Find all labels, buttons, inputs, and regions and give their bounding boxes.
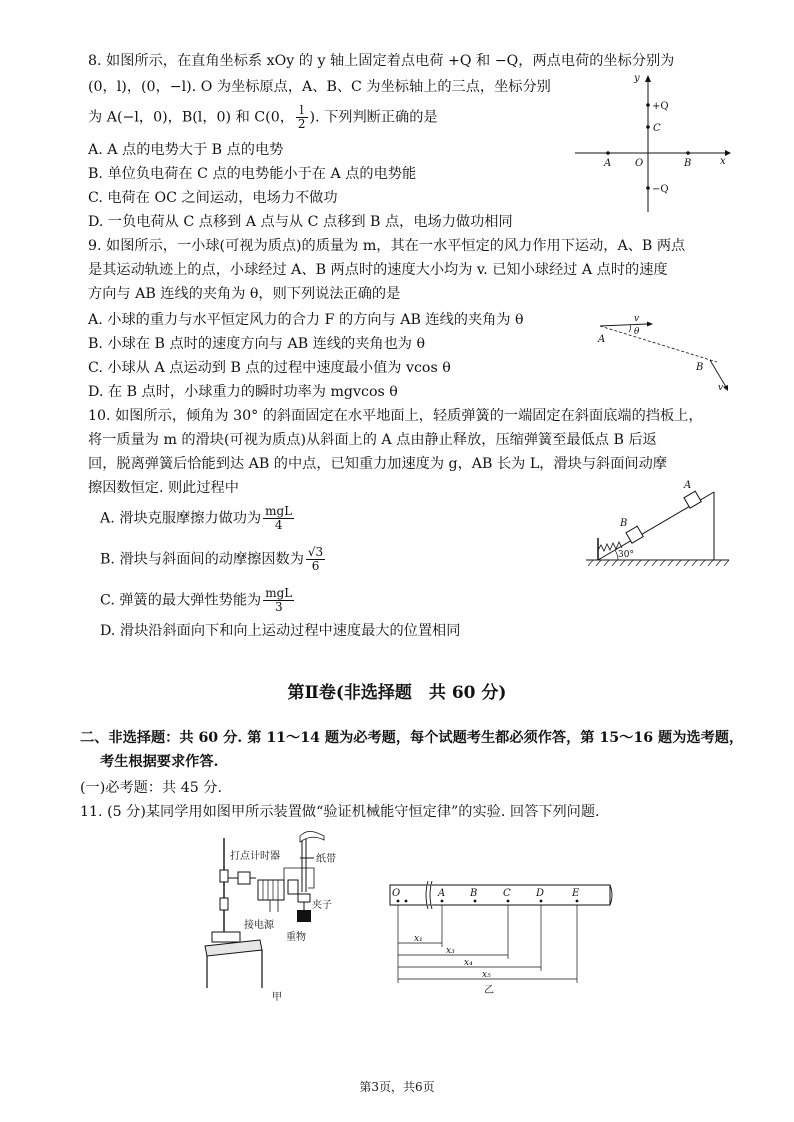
fraction-l-over-2: $\frac{l}{2}$ — [297, 103, 306, 131]
q11-tape-figure — [384, 875, 624, 995]
label-c: C — [503, 888, 511, 899]
block-a — [684, 491, 701, 508]
clamp-box — [238, 872, 250, 884]
label-weight: 重物 — [286, 932, 306, 943]
timer-head — [288, 880, 298, 894]
q8-coordinate-figure — [570, 70, 740, 215]
theta-arc — [629, 325, 631, 333]
label-a: A — [604, 158, 612, 169]
q10-option-b: B. 滑块与斜面间的动摩擦因数为 $\frac{√3}{6}$ — [100, 545, 324, 573]
section-title: 第Ⅱ卷(非选择题 共 60 分) — [287, 683, 507, 703]
q9-line1: 9. 如图所示，一小球(可视为质点)的质量为 m，其在一水平恒定的风力作用下运动，A、B 两点 — [88, 238, 686, 254]
ab-dashed-line — [600, 326, 717, 362]
q10-line2: 将一质量为 m 的滑块(可视为质点)从斜面上的 A 点由静止释放，压缩弹簧至最低点 B 后返 — [88, 432, 657, 448]
point-plus-q — [646, 103, 650, 107]
label-timer: 打点计时器 — [230, 851, 280, 862]
q9-line3: 方向与 AB 连线的夹角为 θ，则下列说法正确的是 — [88, 286, 401, 302]
label-v-a: v — [634, 314, 640, 324]
x-arrow-icon — [725, 150, 731, 156]
point-minus-q — [646, 186, 650, 190]
label-a: A — [438, 888, 446, 899]
fraction-mgl-over-4: $\frac{\text{mgL}}{4}$ — [265, 504, 293, 532]
label-b: B — [684, 158, 692, 169]
q8-option-b: B. 单位负电荷在 C 点的电势能小于在 A 点的电势能 — [88, 166, 417, 182]
clamp-lower — [220, 898, 228, 910]
label-plus-q: +Q — [652, 101, 669, 112]
q10-line3: 回，脱离弹簧后恰能到达 AB 的中点，已知重力加速度为 g，AB 长为 L，滑块与斜面间动摩 — [88, 456, 667, 472]
caption-jia: 甲 — [272, 992, 282, 1003]
part2-subheading: (一)必考题：共 45 分. — [80, 780, 222, 796]
point-a — [606, 151, 610, 155]
label-clip: 夹子 — [312, 900, 332, 911]
timer-body — [258, 880, 284, 900]
label-a: A — [598, 334, 606, 345]
label-e: E — [572, 888, 580, 899]
label-a: A — [684, 480, 692, 491]
page-footer: 第3页，共6页 — [359, 1080, 435, 1094]
ground-hatching — [588, 560, 729, 566]
q9-option-b: B. 小球在 B 点时的速度方向与 AB 连线的夹角也为 θ — [88, 336, 426, 352]
q10-line4: 擦因数恒定. 则此过程中 — [88, 480, 239, 496]
q8-line1: 8. 如图所示，在直角坐标系 xOy 的 y 轴上固定着点电荷 +Q 和 −Q，两点电荷的坐标分别为 — [88, 53, 675, 69]
y-arrow-icon — [645, 75, 651, 82]
q8-line3: 为 A(−l，0)，B(l，0) 和 C(0， $\frac{l}{2}$ ). 下列判断正确的是 — [88, 103, 438, 131]
label-c: C — [653, 123, 661, 134]
q9-option-c: C. 小球从 A 点运动到 B 点的过程中速度最小值为 vcos θ — [88, 360, 451, 376]
label-y: y — [634, 73, 640, 84]
label-v-b: v — [718, 383, 724, 393]
q10-line1: 10. 如图所示，倾角为 30° 的斜面固定在水平地面上，轻质弹簧的一端固定在斜面底端的挡板上， — [88, 408, 703, 424]
velocity-a-arrow — [600, 324, 647, 326]
label-x4: x₄ — [464, 958, 473, 968]
label-power: 接电源 — [244, 920, 274, 931]
arrow-head-icon — [647, 322, 653, 327]
q10-option-a: A. 滑块克服摩擦力做功为 $\frac{\text{mgL}}{4}$ — [100, 504, 293, 532]
label-d: D — [536, 888, 545, 899]
label-x3: x₃ — [446, 946, 455, 956]
label-minus-q: −Q — [652, 184, 669, 195]
block-b — [626, 526, 643, 543]
q8-option-c: C. 电荷在 OC 之间运动，电场力不做功 — [88, 190, 338, 206]
q10-option-c: C. 弹簧的最大弹性势能为 $\frac{\text{mgL}}{3}$ — [100, 586, 293, 614]
stand-base — [212, 932, 240, 942]
label-tape: 纸带 — [316, 854, 336, 865]
label-x1: x₁ — [414, 934, 423, 944]
q9-option-a: A. 小球的重力与水平恒定风力的合力 F 的方向与 AB 连线的夹角为 θ — [88, 312, 524, 328]
label-angle: 30° — [618, 550, 634, 560]
label-o: O — [392, 888, 401, 899]
label-x: x — [720, 156, 726, 167]
clip — [298, 894, 310, 902]
part2-line2: 考生根据要求作答. — [100, 754, 219, 770]
label-theta: θ — [634, 327, 640, 337]
label-x5: x₅ — [482, 970, 491, 980]
q10-incline-figure — [584, 472, 734, 572]
fraction-mgl-over-3: $\frac{\text{mgL}}{3}$ — [265, 586, 293, 614]
q8-option-d: D. 一负电荷从 C 点移到 A 点与从 C 点移到 B 点，电场力做功相同 — [88, 214, 513, 230]
label-b: B — [470, 888, 478, 899]
q9-option-d: D. 在 B 点时，小球重力的瞬时功率为 mgvcos θ — [88, 384, 398, 400]
q9-line2: 是其运动轨迹上的点，小球经过 A、B 两点时的速度大小均为 v. 已知小球经过 A 点时的速度 — [88, 262, 668, 278]
label-o: O — [635, 158, 644, 169]
point-c — [646, 125, 650, 129]
q8-line2: (0，l)，(0，−l). O 为坐标原点，A、B、C 为坐标轴上的三点，坐标分别 — [88, 79, 551, 95]
q10-option-d: D. 滑块沿斜面向下和向上运动过程中速度最大的位置相同 — [100, 623, 461, 639]
q9-trajectory-figure — [592, 310, 742, 400]
q11-apparatus-figure — [200, 828, 360, 1003]
label-b: B — [696, 362, 704, 373]
fraction-root3-over-6: $\frac{√3}{6}$ — [307, 545, 324, 573]
q8-option-a: A. A 点的电势大于 B 点的电势 — [88, 142, 284, 158]
clamp-upper — [220, 870, 228, 882]
caption-yi: 乙 — [484, 985, 494, 996]
point-b — [686, 151, 690, 155]
q11-line1: 11. (5 分)某同学用如图甲所示装置做“验证机械能守恒定律”的实验. 回答下列问题. — [80, 804, 600, 820]
weight — [297, 910, 311, 922]
hand-icon — [300, 831, 324, 842]
part2-line1: 二、非选择题：共 60 分. 第 11～14 题为必考题，每个试题考生都必须作答，第 15～16 题为选考题， — [80, 730, 744, 746]
label-b: B — [620, 518, 628, 529]
